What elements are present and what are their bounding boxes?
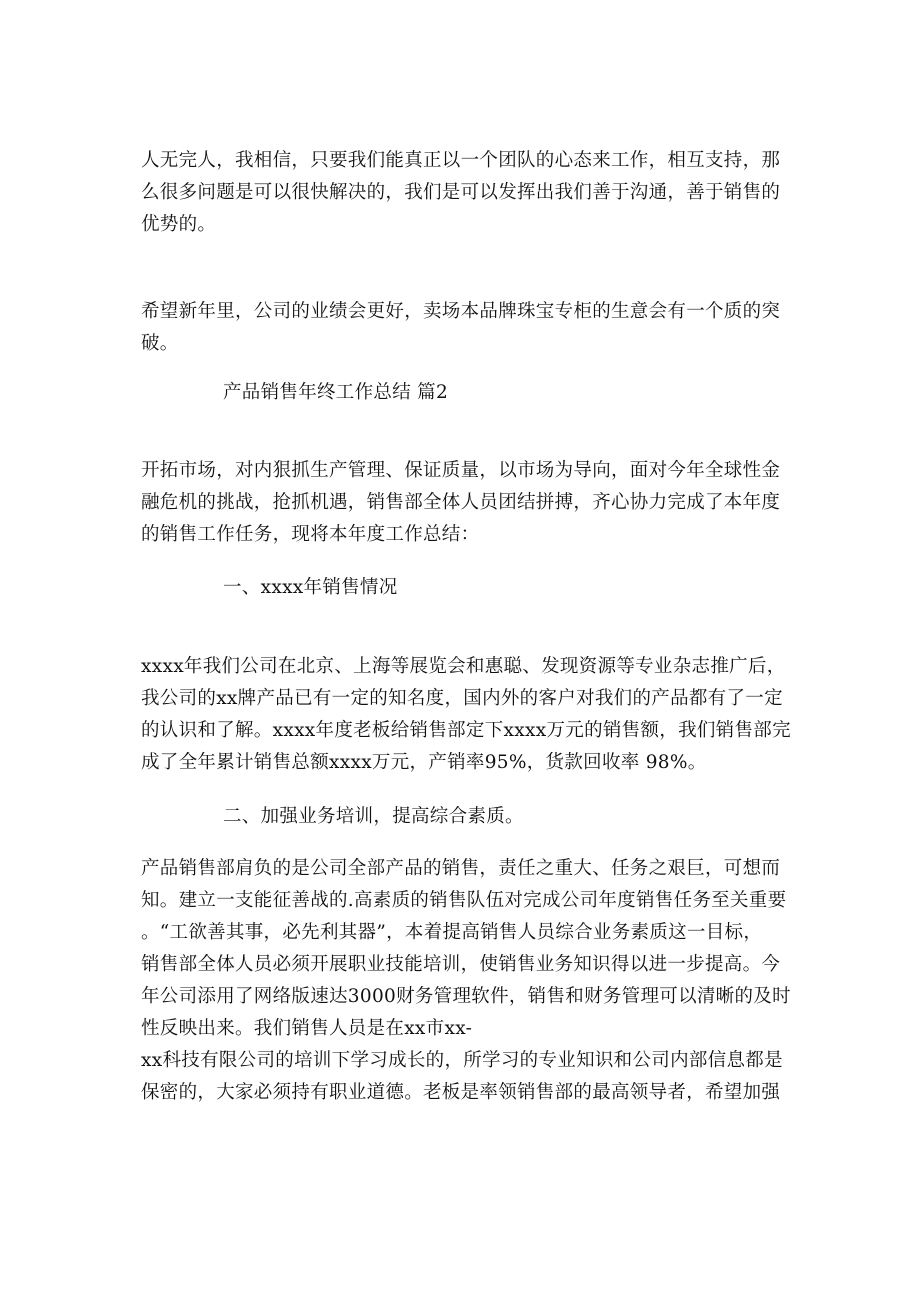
paragraph-line: 。“工欲善其事，必先利其器”，本着提高销售人员综合业务素质这一目标， — [141, 922, 763, 943]
paragraph-line: 融危机的挑战，抢抓机遇，销售部全体人员团结拼搏，齐心协力完成了本年度 — [141, 492, 781, 513]
paragraph-line: xx科技有限公司的培训下学习成长的，所学习的专业知识和公司内部信息都是 — [141, 1050, 783, 1071]
paragraph-line: 优势的。 — [141, 214, 217, 235]
paragraph-line: 的认识和了解。xxxx年度老板给销售部定下xxxx万元的销售额，我们销售部完 — [141, 720, 791, 741]
paragraph-line: 性反映出来。我们销售人员是在xx市xx- — [141, 1018, 473, 1039]
paragraph-line: 破。 — [141, 333, 179, 354]
paragraph-line: 开拓市场，对内狠抓生产管理、保证质量，以市场为导向，面对今年全球性金 — [141, 460, 781, 481]
paragraph-line: 希望新年里，公司的业绩会更好，卖场本品牌珠宝专柜的生意会有一个质的突 — [141, 301, 781, 322]
paragraph-intro — [141, 455, 791, 551]
paragraph-line: 么很多问题是可以很快解决的，我们是可以发挥出我们善于沟通，善于销售的 — [141, 182, 781, 203]
paragraph-line: 保密的，大家必须持有职业道德。老板是率领销售部的最高领导者，希望加强 — [141, 1082, 781, 1103]
paragraph-training — [141, 853, 791, 1109]
heading-training: 二、加强业务培训，提高综合素质。 — [223, 806, 524, 827]
paragraph-line: 销售部全体人员必须开展职业技能培训，使销售业务知识得以进一步提高。今 — [141, 954, 781, 975]
heading-sales-situation: 一、xxxx年销售情况 — [223, 577, 398, 598]
paragraph-line: 产品销售部肩负的是公司全部产品的销售，责任之重大、任务之艰巨，可想而 — [141, 858, 781, 879]
paragraph-line: xxxx年我们公司在北京、上海等展览会和惠聪、发现资源等专业杂志推广后， — [141, 656, 786, 677]
section-title: 产品销售年终工作总结 篇2 — [223, 382, 449, 403]
paragraph-line: 成了全年累计销售总额xxxx万元，产销率95%，货款回收率 98%。 — [141, 752, 707, 773]
paragraph-line: 年公司添用了网络版速达3000财务管理软件，销售和财务管理可以清晰的及时 — [141, 986, 791, 1007]
paragraph-line: 我公司的xx牌产品已有一定的知名度，国内外的客户对我们的产品都有了一定 — [141, 688, 783, 709]
paragraph-new-year-hope — [141, 296, 791, 360]
paragraph-line: 的销售工作任务，现将本年度工作总结： — [141, 524, 480, 545]
paragraph-line: 人无完人，我相信，只要我们能真正以一个团队的心态来工作，相互支持，那 — [141, 150, 781, 171]
paragraph-line: 知。建立一支能征善战的.高素质的销售队伍对完成公司年度销售任务至关重要 — [141, 890, 787, 911]
paragraph-sales-situation — [141, 651, 791, 779]
paragraph-teamwork — [141, 145, 791, 241]
